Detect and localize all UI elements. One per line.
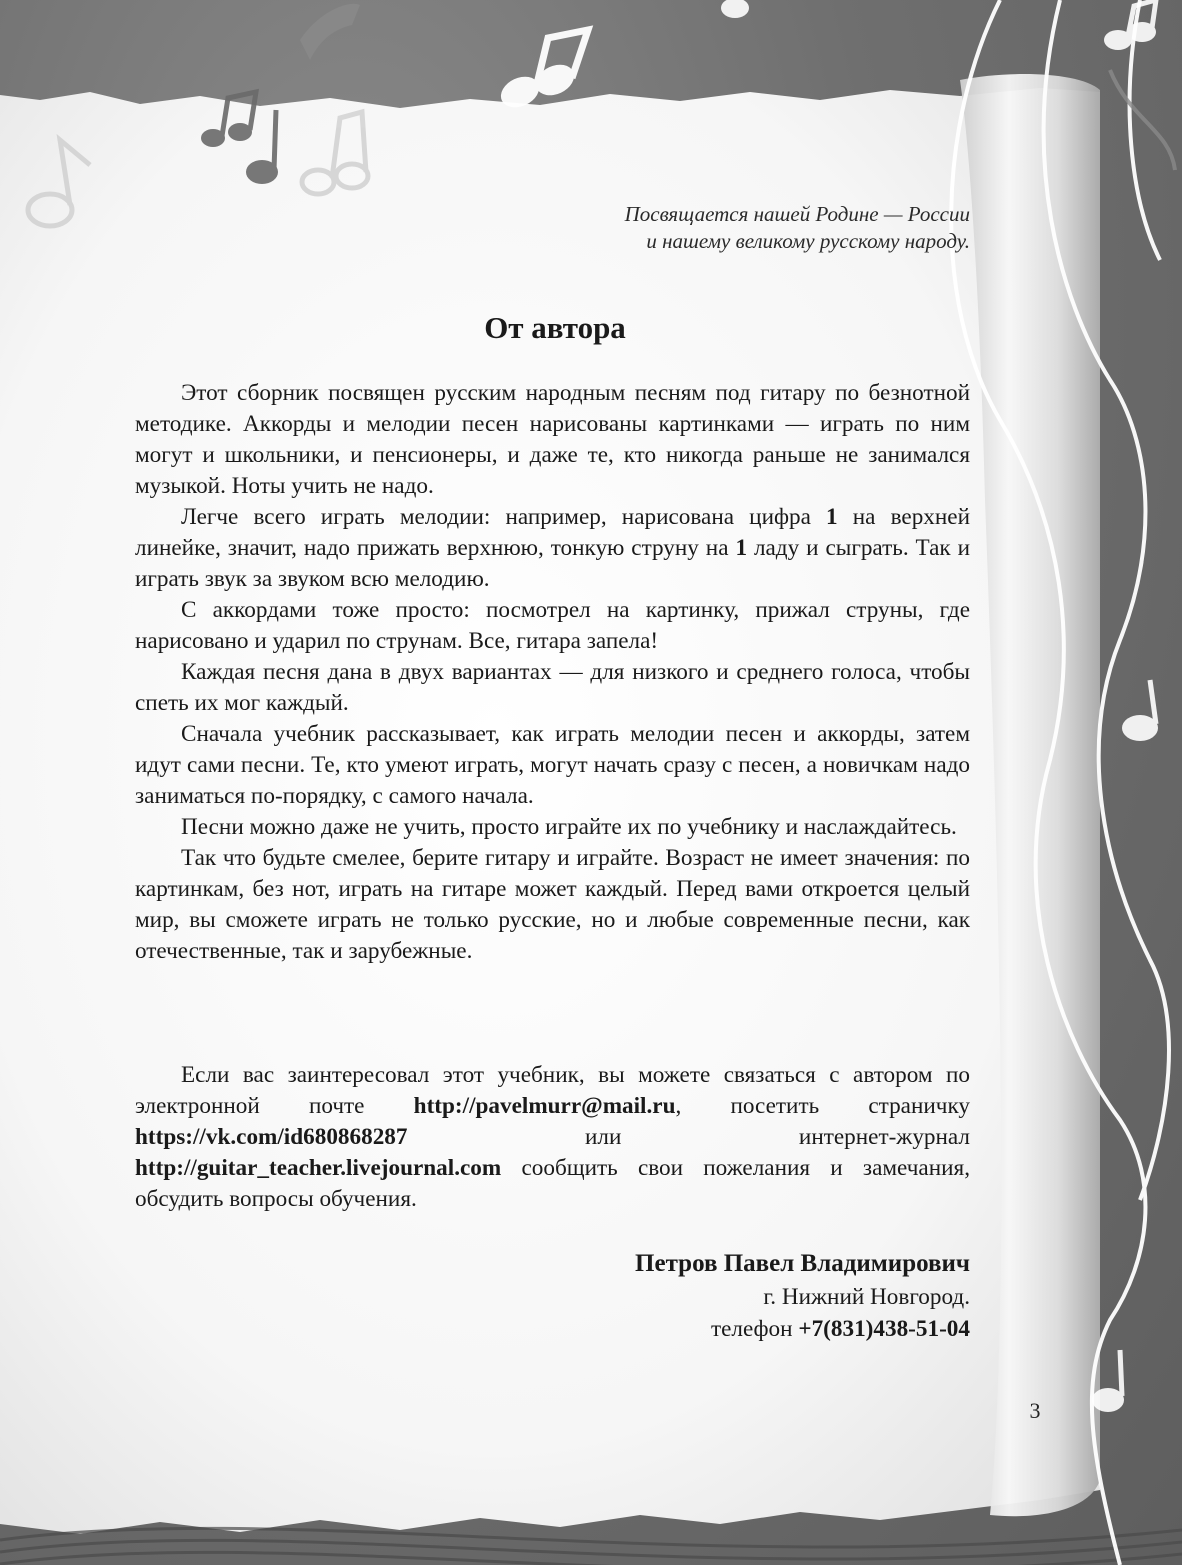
dedication-line-1: Посвящается нашей Родине — России	[624, 202, 970, 226]
author-city: г. Нижний Новгород.	[763, 1284, 970, 1310]
page-number: 3	[1029, 1398, 1041, 1423]
author-phone: телефон +7(831)438-51-04	[710, 1316, 970, 1342]
author-foreword	[135, 378, 970, 967]
contact-paragraph: Если вас заинтересовал этот учебник, вы можете связаться с автором по электронной почте http://pavelmurr@mail.ru, посетить страничку https://vk.com/id680868287 или интернет-журнал http://guitar_teacher.livejournal.com сообщить свои пожелания и замечания, обсудить вопросы обучения.	[135, 1062, 970, 1212]
author-signature	[420, 1247, 970, 1345]
paragraph-7: Так что будьте смелее, берите гитару и играйте. Возраст не имеет значения: по картинкам, без нот, играть на гитаре может каждый. Перед вами откроется целый мир, вы сможете играть не только русские, но и любые современные песни, как отечественные, так и зарубежные.	[135, 845, 970, 964]
email-link[interactable]: http://pavelmurr@mail.ru	[413, 1093, 676, 1119]
paragraph-3: С аккордами тоже просто: посмотрел на картинку, прижал струны, где нарисовано и ударил по струнам. Все, гитара запела!	[135, 597, 970, 654]
paragraph-2: Легче всего играть мелодии: например, нарисована цифра 1 на верхней линейке, значит, надо прижать верхнюю, тонкую струну на 1 ладу и сыграть. Так и играть звук за звуком всю мелодию.	[135, 504, 970, 592]
contact-info	[135, 1060, 970, 1215]
dedication	[420, 201, 970, 255]
paragraph-6: Песни можно даже не учить, просто играйте их по учебнику и наслаждайтесь.	[181, 814, 957, 840]
livejournal-link[interactable]: http://guitar_teacher.livejournal.com	[135, 1155, 502, 1181]
page-title: От автора	[484, 310, 626, 345]
bottom-staff-lines	[0, 1528, 1182, 1565]
paragraph-4: Каждая песня дана в двух вариантах — для низкого и среднего голоса, чтобы спеть их мог каждый.	[135, 659, 970, 716]
paragraph-1: Этот сборник посвящен русским народным песням под гитару по безнотной методике. Аккорды и мелодии песен нарисованы картинками — играть по ним могут и школьники, и пенсионеры, и даже те, кто никогда раньше не занимался музыкой. Ноты учить не надо.	[135, 380, 970, 499]
vk-link[interactable]: https://vk.com/id680868287	[135, 1124, 408, 1150]
author-name: Петров Павел Владимирович	[635, 1250, 970, 1277]
paragraph-5: Сначала учебник рассказывает, как играть мелодии песен и аккорды, затем идут сами песни. Те, кто умеют играть, могут начать сразу с песен, а новичкам надо заниматься по-порядку, с самого начала.	[135, 721, 970, 809]
dedication-line-2: и нашему великому русскому народу.	[646, 229, 970, 253]
